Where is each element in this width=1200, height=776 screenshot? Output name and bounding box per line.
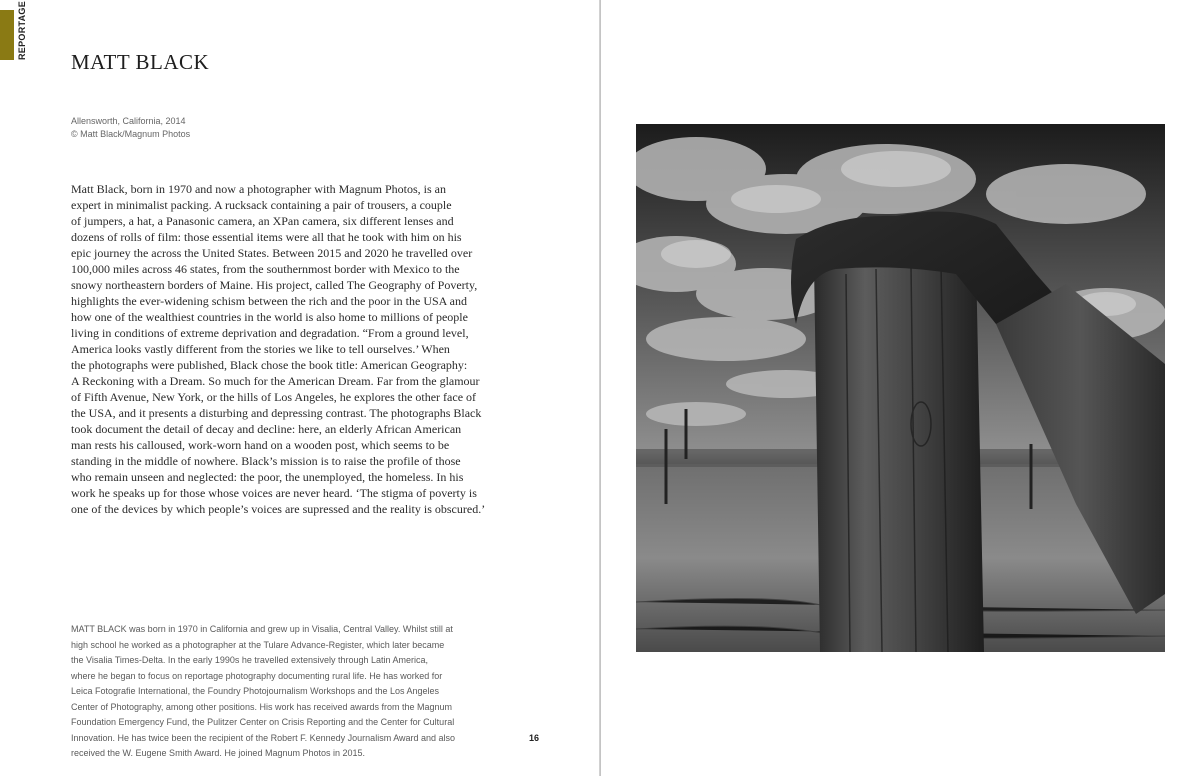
- body-line: man rests his calloused, work-worn hand on a wooden post, which seems to be: [71, 438, 450, 452]
- bio-line: high school he worked as a photographer at the Tulare Advance-Register, which later became: [71, 639, 445, 650]
- bio-line: the Visalia Times-Delta. In the early 1990s he travelled extensively through Latin America,: [71, 655, 429, 665]
- bio-line: where he began to focus on reportage photography documenting rural life. He has worked for: [71, 670, 443, 681]
- photo-caption: [71, 115, 371, 141]
- body-line: standing in the middle of nowhere. Black’s mission is to raise the profile of those: [71, 454, 461, 468]
- caption-location: Allensworth, California, 2014: [71, 116, 186, 126]
- body-line: the photographs were published, Black chose the book title: American Geography:: [71, 358, 468, 372]
- body-line: living in conditions of extreme deprivation and degradation. “From a ground level,: [71, 326, 469, 340]
- bio-line: received the W. Eugene Smith Award. He joined Magnum Photos in 2015.: [71, 748, 366, 758]
- body-line: snowy northeastern borders of Maine. His project, called The Geography of Poverty,: [71, 278, 478, 292]
- bio-line: Center of Photography, among other positions. His work has received awards from the Magnum: [71, 701, 453, 712]
- page-title: MATT BLACK: [71, 50, 210, 74]
- body-line: work he speaks up for those whose voices are never heard. ‘The stigma of poverty is: [71, 486, 477, 500]
- body-text: [71, 181, 511, 517]
- body-line: of jumpers, a hat, a Panasonic camera, an XPan camera, six different lenses and: [71, 214, 454, 228]
- section-label: REPORTAGE: [17, 0, 27, 60]
- bio-line: MATT BLACK was born in 1970 in California and grew up in Visalia, Central Valley. Whilst still at: [71, 624, 453, 634]
- body-line: who remain unseen and neglected: the poor, the unemployed, the homeless. In his: [71, 470, 464, 484]
- body-line: the USA, and it presents a disturbing and depressing contrast. The photographs Black: [71, 406, 482, 420]
- caption-credit: © Matt Black/Magnum Photos: [71, 129, 191, 139]
- body-line: how one of the wealthiest countries in the world is also home to millions of people: [71, 310, 468, 324]
- body-line: dozens of rolls of film: those essential items were all that he took with him on his: [71, 230, 462, 244]
- body-line: epic journey the across the United States. Between 2015 and 2020 he travelled over: [71, 246, 473, 260]
- photo-illustration: [636, 124, 1165, 652]
- body-line: highlights the ever-widening schism between the rich and the poor in the USA and: [71, 294, 468, 308]
- page-number: 16: [529, 733, 540, 743]
- wooden-post: [814, 259, 984, 652]
- bio-line: Innovation. He has twice been the recipient of the Robert F. Kennedy Journalism Award and also: [71, 732, 456, 743]
- section-color-bar: [0, 10, 14, 60]
- photograph: [636, 124, 1165, 652]
- author-bio: [71, 622, 511, 762]
- body-line: 100,000 miles across 46 states, from the southernmost border with Mexico to the: [71, 262, 460, 276]
- body-line: expert in minimalist packing. A rucksack containing a pair of trousers, a couple: [71, 198, 452, 212]
- body-line: took document the detail of decay and decline: here, an elderly African American: [71, 422, 462, 436]
- bio-line: Foundation Emergency Fund, the Pulitzer Center on Crisis Reporting and the Center for Cultural: [71, 717, 455, 727]
- body-line: America looks vastly different from the stories we like to tell ourselves.’ When: [71, 342, 450, 356]
- body-line: of Fifth Avenue, New York, or the hills of Los Angeles, he explores the other face of: [71, 390, 477, 404]
- body-line: A Reckoning with a Dream. So much for the American Dream. Far from the glamour: [71, 374, 480, 388]
- bio-line: Leica Fotografie International, the Foundry Photojournalism Workshops and the Los Angeles: [71, 686, 440, 696]
- body-line: Matt Black, born in 1970 and now a photographer with Magnum Photos, is an: [71, 182, 446, 196]
- section-tab: [0, 0, 34, 62]
- body-line: one of the devices by which people’s voices are supressed and the reality is obscured.’: [71, 502, 486, 516]
